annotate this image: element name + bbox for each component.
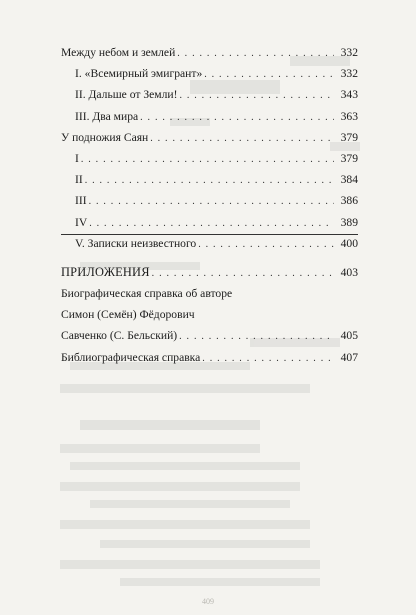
section-divider (61, 234, 358, 235)
toc-entry-title: IV (75, 215, 88, 229)
toc-entry-title: V. Записки неизвестного (75, 236, 197, 250)
toc-entry-page: 379 (340, 130, 358, 144)
toc-entry-title: Биографическая справка об авторе (61, 287, 233, 301)
leader-dots (140, 107, 334, 128)
toc-entry[interactable] (61, 283, 358, 304)
toc-entry[interactable] (61, 304, 358, 325)
toc-entry-page: 405 (340, 329, 358, 343)
toc-entry-page: 332 (340, 46, 358, 59)
toc-entry-page: 403 (340, 265, 358, 279)
page-number: 409 (202, 597, 214, 606)
leader-dots (85, 170, 334, 191)
toc-entry-title: II. Дальше от Земли! (75, 88, 178, 102)
toc-entry[interactable] (61, 169, 358, 190)
toc-entry-page: 386 (340, 194, 358, 208)
toc-entry-title: I. «Всемирный эмигрант» (75, 67, 203, 81)
toc-entry-page: 363 (340, 109, 358, 123)
toc-entry[interactable] (61, 148, 358, 169)
leader-dots (179, 85, 334, 106)
toc-entry[interactable] (61, 212, 358, 233)
toc-entry-title: Библиографическая справка (61, 350, 201, 364)
toc-entry-title: У подножия Саян (61, 130, 149, 144)
leader-dots (89, 213, 334, 234)
toc-entry[interactable] (61, 325, 358, 346)
toc-entry-page: 343 (340, 88, 358, 102)
toc-entry-title: II (75, 173, 83, 187)
leader-dots (204, 64, 334, 85)
toc-entry-title: ПРИЛОЖЕНИЯ (61, 264, 150, 279)
toc-entry[interactable] (61, 106, 358, 127)
leader-dots (150, 128, 334, 149)
toc-entry-page: 384 (340, 173, 358, 187)
leader-dots (152, 263, 334, 284)
toc-entry[interactable] (61, 127, 358, 148)
leader-dots (177, 43, 334, 64)
toc-entry-page: 332 (340, 67, 358, 81)
toc-entry-title: III. Два мира (75, 109, 139, 123)
toc-entry[interactable] (61, 347, 358, 368)
toc-entry[interactable] (61, 233, 358, 254)
toc-entry[interactable] (61, 190, 358, 211)
leader-dots (89, 191, 334, 212)
table-of-contents (61, 42, 358, 368)
toc-entry-page: 379 (340, 151, 358, 165)
leader-dots (202, 348, 334, 369)
toc-entry[interactable] (61, 42, 358, 63)
toc-entry-title: Савченко (С. Бельский) (61, 329, 178, 343)
leader-dots (179, 326, 334, 347)
toc-entry-title: III (75, 194, 87, 208)
leader-dots (81, 149, 334, 170)
toc-entry-page: 400 (340, 236, 358, 250)
toc-entry-page: 389 (340, 215, 358, 229)
leader-dots (198, 234, 334, 255)
toc-entry-title: I (75, 151, 79, 165)
toc-entry-title: Симон (Семён) Фёдорович (61, 308, 195, 322)
toc-entry[interactable] (61, 63, 358, 84)
toc-entry[interactable] (61, 84, 358, 105)
toc-entry-title: Между небом и землей (61, 46, 176, 59)
toc-section-appendix[interactable] (61, 262, 358, 283)
toc-entry-page: 407 (340, 350, 358, 364)
